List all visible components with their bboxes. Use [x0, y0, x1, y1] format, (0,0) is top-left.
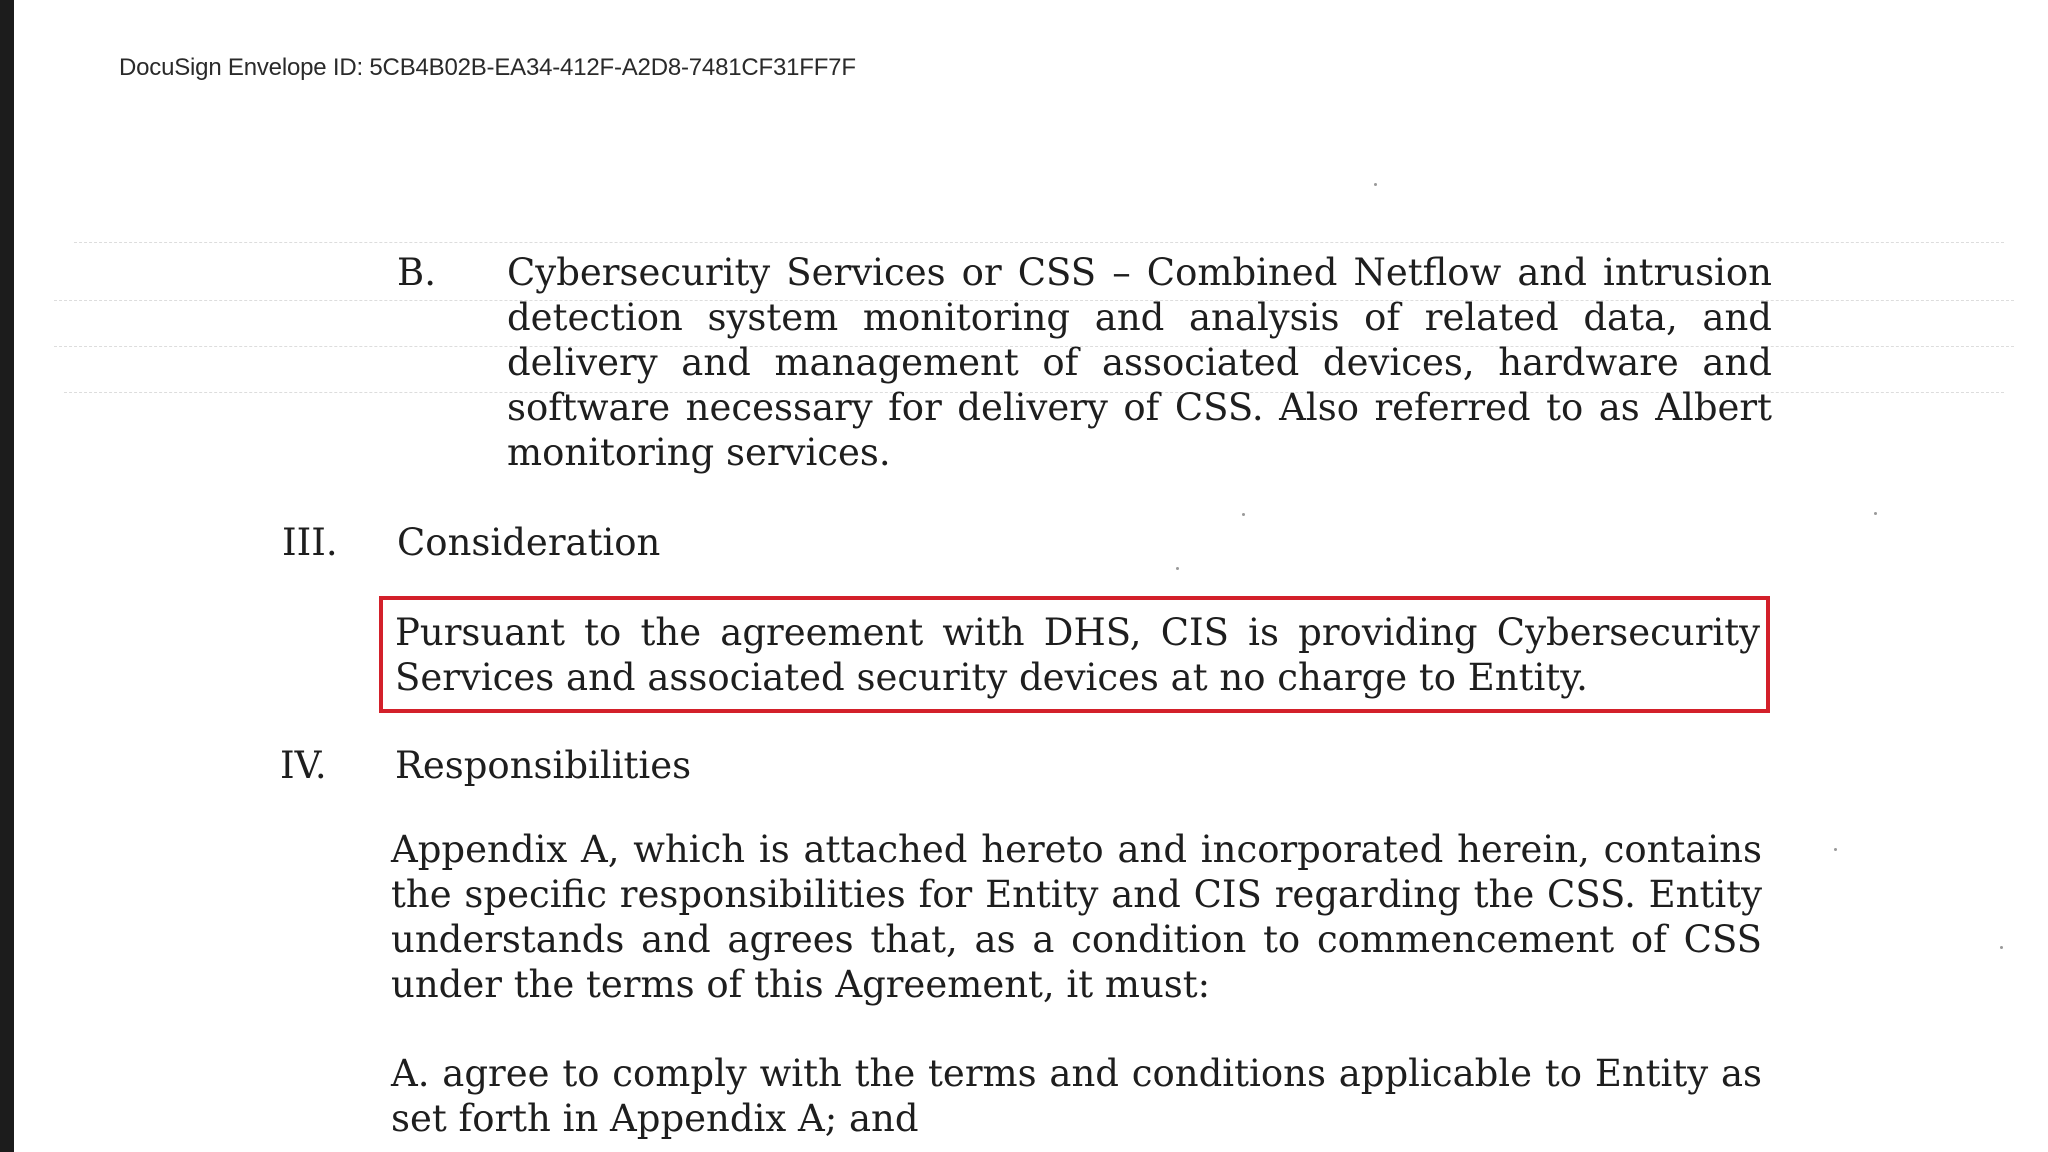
scan-speck	[1874, 512, 1877, 515]
scan-speck	[1834, 848, 1837, 851]
section-iv-body: Appendix A, which is attached hereto and incorporated herein, contains the specific responsibilities for Entity and CIS regarding the CSS. Entity understands and agrees that, as a condition to commencement of CSS under the terms of this Agreement, it must:	[391, 828, 1762, 1006]
scan-speck	[1374, 183, 1377, 186]
section-iv-title: Responsibilities	[395, 744, 692, 787]
section-iv-number: IV.	[280, 744, 327, 787]
section-iii-title: Consideration	[397, 521, 661, 564]
section-iv-item-a: A. agree to comply with the terms and conditions applicable to Entity as set forth in Appendix A; and	[391, 1052, 1762, 1140]
docusign-envelope-id: DocuSign Envelope ID: 5CB4B02B-EA34-412F-A2D8-7481CF31FF7F	[119, 54, 856, 81]
section-iii-body: Pursuant to the agreement with DHS, CIS is providing Cybersecurity Services and associated security devices at no charge to Entity.	[395, 611, 1760, 699]
scan-speck	[2000, 946, 2003, 949]
section-iii-number: III.	[282, 521, 338, 564]
item-b-definition: Cybersecurity Services or CSS – Combined Netflow and intrusion detection system monitoring and analysis of related data, and delivery and management of associated devices, hardware and software necessary for delivery of CSS. Also referred to as Albert monitoring services.	[507, 251, 1772, 474]
item-b-letter: B.	[397, 251, 436, 294]
scan-speck	[1242, 513, 1245, 516]
scan-artifact-line	[74, 242, 2004, 244]
document-page	[14, 0, 2048, 1152]
scan-speck	[1176, 567, 1179, 570]
